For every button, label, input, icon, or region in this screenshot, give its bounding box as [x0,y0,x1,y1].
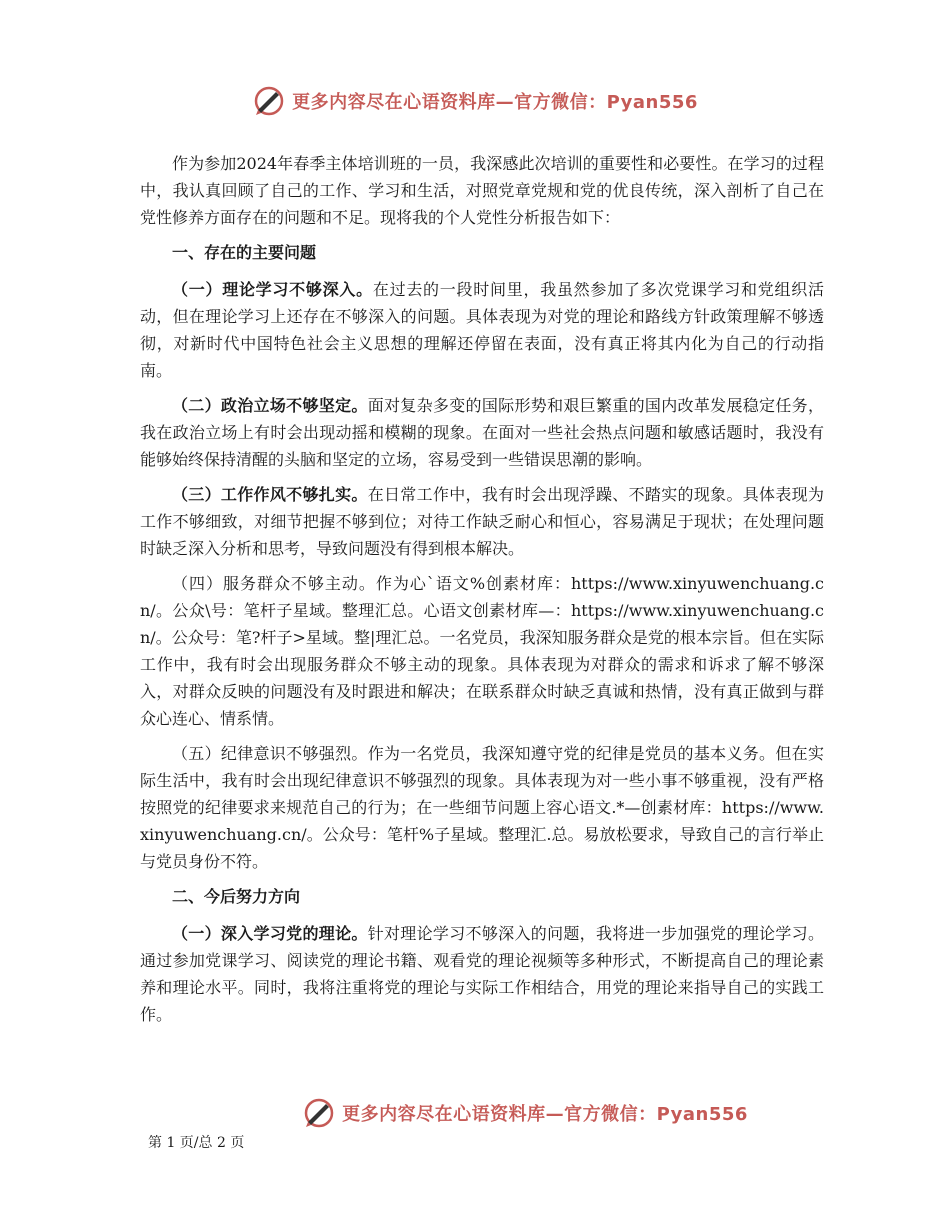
problem-paragraph-1 [140,276,824,384]
problem-1-lead: （一）理论学习不够深入。 [172,280,373,299]
header-banner [0,84,950,118]
pen-circle-icon [302,1096,336,1130]
problem-paragraph-4 [140,570,824,732]
pen-circle-icon [252,84,286,118]
problem-paragraph-3 [140,481,824,562]
section-1-title: 一、存在的主要问题 [172,243,317,262]
page-number: 第 1 页/总 2 页 [148,1135,245,1151]
problem-3-body: 在日常工作中，我有时会出现浮躁、不踏实的现象。具体表现为工作不够细致，对细节把握不够到位；对待工作缺乏耐心和恒心，容易满足于现状；在处理问题时缺乏深入分析和思考，导致问题没有得到根本解决。 [140,485,824,558]
problem-paragraph-2 [140,392,824,473]
intro-paragraph: 作为参加2024年春季主体培训班的一员，我深感此次培训的重要性和必要性。在学习的过程中，我认真回顾了自己的工作、学习和生活，对照党章党规和党的优良传统，深入剖析了自己在党性修养方面存在的问题和不足。现将我的个人党性分析报告如下： [140,154,824,227]
direction-paragraph-1 [140,920,824,1028]
footer-banner [50,1096,950,1130]
problem-2-lead: （二）政治立场不够坚定。 [172,396,368,415]
problem-5-lead: （五）纪律意识不够强烈。 [172,744,368,763]
banner-text: 更多内容尽在心语资料库—官方微信：Pyan556 [342,1104,748,1125]
banner-text: 更多内容尽在心语资料库—官方微信：Pyan556 [292,92,698,113]
direction-1-body: 针对理论学习不够深入的问题，我将进一步加强党的理论学习。通过参加党课学习、阅读党的理论书籍、观看党的理论视频等多种形式，不断提高自己的理论素养和理论水平。同时，我将注重将党的理论与实际工作相结合，用党的理论来指导自己的实践工作。 [140,924,824,1024]
problem-2-body: 面对复杂多变的国际形势和艰巨繁重的国内改革发展稳定任务，我在政治立场上有时会出现动摇和模糊的现象。在面对一些社会热点问题和敏感话题时，我没有能够始终保持清醒的头脑和坚定的立场，容易受到一些错误思潮的影响。 [140,396,824,469]
problem-paragraph-5 [140,740,824,875]
problem-4-body: 作为心`语文%创素材库：https://www.xinyuwenchuang.cn/。公众\号：笔杆子星域。整理汇总。心语文创素材库—：https://www.xinyuwenchuang.cn/。公众号：笔?杆子>星域。整|理汇总。一名党员，我深知服务群众是党的根本宗旨。但在实际工作中，我有时会出现服务群众不够主动的现象。具体表现为对群众的需求和诉求了解不够深入，对群众反映的问题没有及时跟进和解决；在联系群众时缺乏真诚和热情，没有真正做到与群众心连心、情系情。 [140,574,824,728]
problem-5-body: 作为一名党员，我深知遵守党的纪律是党员的基本义务。但在实际生活中，我有时会出现纪律意识不够强烈的现象。具体表现为对一些小事不够重视，没有严格按照党的纪律要求来规范自己的行为；在一些细节问题上容心语文.*—创素材库：https://www.xinyuwenchuang.cn/。公众号：笔杆%子星域。整理汇.总。易放松要求，导致自己的言行举止与党员身份不符。 [140,744,824,871]
problem-4-lead: （四）服务群众不够主动。 [172,574,376,593]
document-body [140,150,824,1036]
problem-3-lead: （三）工作作风不够扎实。 [172,485,368,504]
direction-1-lead: （一）深入学习党的理论。 [172,924,368,943]
problem-1-body: 在过去的一段时间里，我虽然参加了多次党课学习和党组织活动，但在理论学习上还存在不够深入的问题。具体表现为对党的理论和路线方针政策理解不够透彻，对新时代中国特色社会主义思想的理解还停留在表面，没有真正将其内化为自己的行动指南。 [140,280,824,380]
section-2-title: 二、今后努力方向 [172,887,301,906]
